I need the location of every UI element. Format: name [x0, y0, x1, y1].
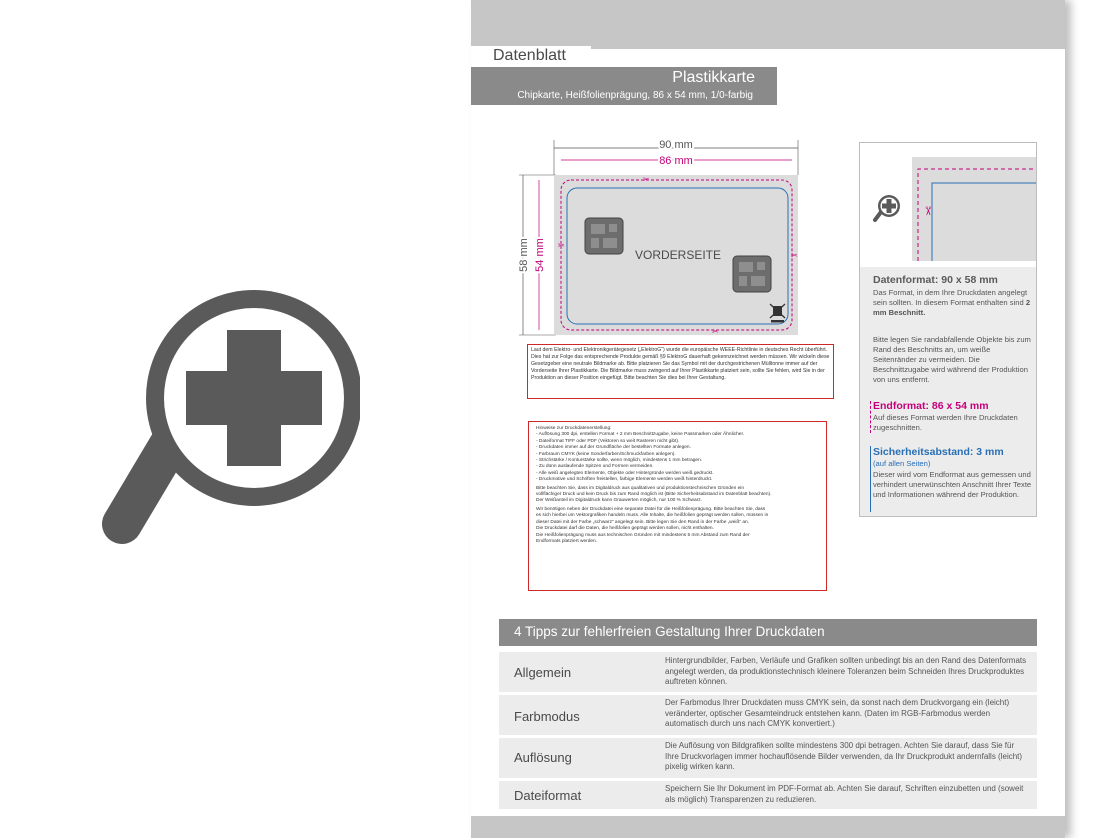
- svg-text:✂: ✂: [712, 327, 719, 336]
- bottom-band: [471, 816, 1065, 838]
- dim-90-label: 90 mm: [659, 139, 693, 151]
- tip-row: [499, 695, 1037, 735]
- title-bar: [471, 67, 777, 105]
- svg-text:✂: ✂: [921, 206, 935, 217]
- tip-text: Speichern Sie Ihr Dokument im PDF-Format ab. Achten Sie darauf, Schriften einzubetten und (soweit als möglich) Transparenzen zu reduzieren.: [665, 784, 1024, 804]
- hint-line: dieser Datei mit der Farbe „schwarz“ angelegt sein. Bitte legen Sie den Rand in der Farbe „weiß“ an.: [536, 519, 750, 525]
- tip-row: [499, 738, 1037, 778]
- hint-line: es sich hierbei um Vektorgrafiken handeln muss. Alle Inhalte, die heißfolien geprägt werden sollen, müssen in: [536, 513, 769, 519]
- zoom-in-icon[interactable]: [100, 258, 360, 548]
- hint-line: Die Druckdatei darf die Daten, die heißfolien geprägt werden sollen, nicht enthalten.: [536, 526, 714, 532]
- corner-detail-thumbnail: [860, 143, 1036, 267]
- tips-header: [499, 619, 1037, 646]
- hint-line: - Zu dünn auslaufende Spitzen und Formen vermeiden.: [536, 464, 654, 470]
- safety-title: Sicherheitsabstand: 3 mm: [873, 446, 1004, 458]
- tip-text: Hintergrundbilder, Farben, Verläufe und Grafiken sollten unbedingt bis an den Rand des Datenformats angelegt werden, da produktionstechnisch kleinere Toleranzen beim Schneiden Ihres Druckproduktes auftreten können.: [665, 656, 1027, 686]
- chip-icon-left: [585, 218, 623, 254]
- hint-line: Endformats platziert werden.: [536, 538, 598, 544]
- product-title: Plastikkarte: [672, 69, 755, 86]
- dim-86-label: 86 mm: [659, 155, 693, 167]
- chip-icon-right: [733, 256, 771, 292]
- tip-label: Allgemein: [514, 665, 572, 680]
- data-format-title: Datenformat: 90 x 58 mm: [873, 274, 998, 286]
- data-format-text: [873, 288, 1033, 318]
- weee-law-notice: Laut dem Elektro- und Elektronikgerätegesetz („ElektroG“) wurde die europäische WEEE-Richtlinie in deutsches Recht überführt. Dies hat zur Folge das entsprechende Produkte gemäß §9 ElektroG dauerhaft gekennzeichnet werden müssen. Wir wickeln diese Gesetzgeber eine neutrale Bildmarke ab. Bitte platzieren Sie das Symbol mit der durchgestrichenen Mülltonne immer auf der Vorderseite Ihrer Plastikkarte. Die Bildmarke muss zwingend auf Ihrer Plastikkarte platziert sein, sollte Sie fehlen, wird Sie in der Produktion an dieser Position eingefügt. Bitte beachten Sie dies bei Ihrer Gestaltung.: [527, 344, 834, 399]
- bleed-text: Bitte legen Sie randabfallende Objekte bis zum Rand des Beschnitts an, um weiße Seitenränder zu vermeiden. Die Beschnittzugabe wird während der Produktion von uns entfernt.: [873, 335, 1031, 384]
- tip-label: Auflösung: [514, 750, 572, 765]
- print-hints-title: Hinweise zur Druckdatenerstellung:: [536, 426, 612, 431]
- print-hints-box: [528, 421, 827, 591]
- tip-label: Farbmodus: [514, 709, 580, 724]
- data-format-desc: Das Format, in dem Ihre Druckdaten angelegt sein sollten. In diesem Format enthalten sind: [873, 288, 1028, 307]
- zoom-in-icon[interactable]: [872, 193, 902, 223]
- datasheet-tab-label: Datenblatt: [493, 47, 566, 64]
- hint-line: - Alle weiß angelegten Elemente, Objekte oder Hintergründe werden weiß gedruckt.: [536, 470, 714, 476]
- dim-58-label: 58 mm: [518, 238, 530, 272]
- tip-text: Der Farbmodus Ihrer Druckdaten muss CMYK sein, da sonst nach dem Druckvorgang ein (leicht) veränderter, optischer Gesamteindruck entstehen kann. (Daten im RGB-Farbmodus werden automatisch durch uns nach CMYK konvertiert.): [665, 698, 1010, 728]
- svg-text:✂: ✂: [643, 175, 650, 184]
- card-diagram: [511, 130, 811, 345]
- hint-line: Bitte beachten Sie, dass im Digitaldruck aus qualitativen und produktionstechnischen Gründen ein: [536, 485, 744, 491]
- hint-line: - Druckdaten immer auf der Grundfläche der bestellten Formate anlegen.: [536, 445, 691, 451]
- tip-row: [499, 652, 1037, 692]
- datasheet-tab: [471, 46, 591, 68]
- product-subtitle: Chipkarte, Heißfolienprägung, 86 x 54 mm, 1/0-farbig: [517, 90, 753, 101]
- hint-line: Die Heißfolienprägung muss aus technischen Gründen mit mindestens 5 mm Abstand zum Rand der: [536, 532, 750, 538]
- end-format-text: Auf dieses Format werden Ihre Druckdaten zugeschnitten.: [873, 413, 1018, 432]
- svg-text:✂: ✂: [558, 241, 565, 250]
- hint-line: - Farbraum CMYK (keine Sonderfarben/Schmuckfarben anlegen).: [536, 451, 676, 457]
- safety-subtitle: (auf allen Seiten): [873, 459, 931, 468]
- hint-line: Der Weißanteil im Digitaldruck kann Grauwerten möglich, nur 100 % Schwarz.: [536, 498, 703, 504]
- format-legend-panel: [859, 142, 1037, 517]
- tip-text: Die Auflösung von Bildgrafiken sollte mindestens 300 dpi betragen. Achten Sie darauf, dass Sie für Ihre Druckvorlagen immer hochauflösende Bilder verwenden, da Ihr Druckprodukt andernfalls (leicht) pixelig wirken kann.: [665, 741, 1023, 771]
- data-format-bleed: 2 mm Beschnitt.: [873, 298, 1031, 317]
- hint-line: vollflächiger Druck und kein Druck bis zum Rand möglich ist (Bitte Sicherheitsabstand im Datenblatt beachten).: [536, 492, 772, 498]
- top-band: [471, 0, 1065, 49]
- hint-line: - Strichstärke / Konturstärke sollte, wenn möglich, mindestens 1 mm betragen.: [536, 458, 703, 464]
- front-side-label: VORDERSEITE: [634, 248, 722, 262]
- tip-row: [499, 781, 1037, 809]
- safety-text: Dieser wird vom Endformat aus gemessen und verhindert unerwünschten Anschnitt Ihrer Texte und Informationen während der Produktion.: [873, 470, 1032, 499]
- end-format-title: Endformat: 86 x 54 mm: [873, 400, 989, 412]
- dim-54-label: 54 mm: [534, 238, 546, 272]
- tips-title: 4 Tipps zur fehlerfreien Gestaltung Ihrer Druckdaten: [514, 624, 825, 639]
- hint-line: - Druckmotive und Schriften freistellen, farbige Elemente werden weiß hinterdruckt.: [536, 477, 713, 483]
- hint-line: - Auflösung 300 dpi, erstellen Format + 2 mm Beschnittzugabe, keine Passmarken oder Ähnlicher.: [536, 432, 745, 438]
- hint-line: Wir benötigen neben der Druckdatei eine separate Datei für die Heißfolienprägung. Bitte beachten Sie, dass: [536, 506, 766, 512]
- hint-line: - Dateiformat TIFF oder PDF (Vektoren so weit Rasteren nicht gibt).: [536, 438, 680, 444]
- datasheet-page: [471, 0, 1065, 838]
- svg-text:✂: ✂: [791, 251, 798, 260]
- tip-label: Dateiformat: [514, 788, 582, 803]
